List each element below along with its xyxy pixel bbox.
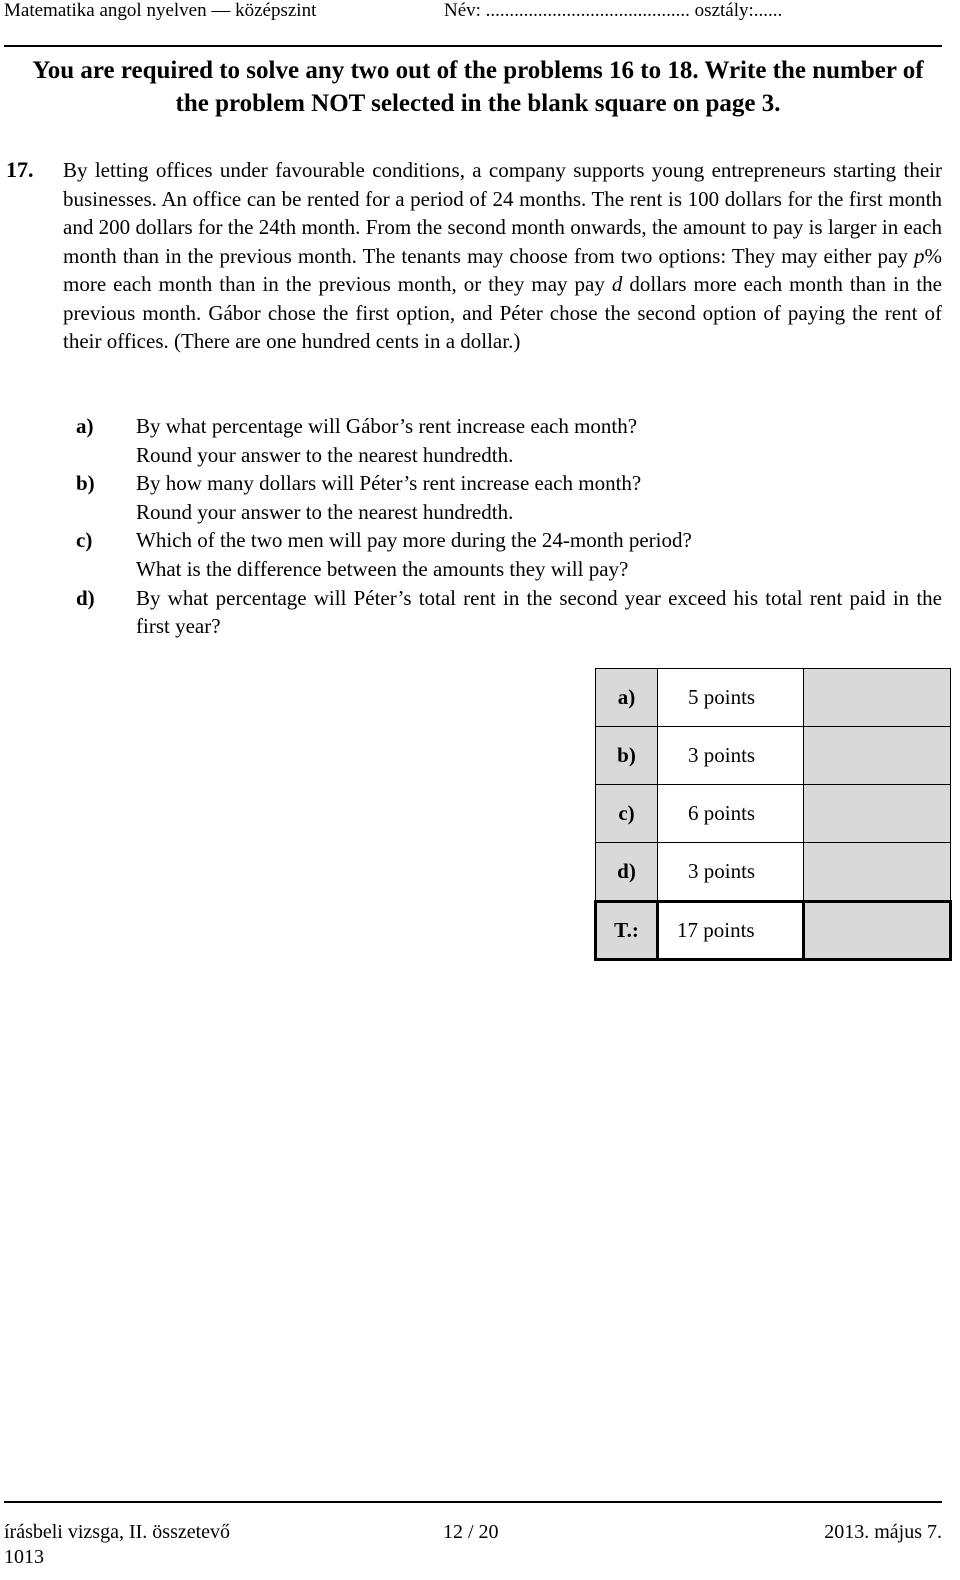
points-label: c) [596, 785, 658, 843]
question-line: Round your answer to the nearest hundredth. [136, 499, 514, 524]
exam-date: 2013. május 7. [824, 1521, 942, 1543]
points-label: a) [596, 669, 658, 727]
header-divider [4, 45, 942, 47]
score-cell [804, 669, 951, 727]
question-list [76, 412, 946, 641]
subject-title: Matematika angol nyelven — középszint [4, 0, 317, 21]
points-row-d [596, 843, 951, 902]
problem-statement [63, 156, 942, 356]
problem-number: 17. [6, 157, 34, 182]
question-c [76, 526, 946, 583]
score-cell [804, 785, 951, 843]
exam-code: 1013 [4, 1546, 44, 1568]
problem-text-part-2: % more each month than in the previous month, or they may pay [63, 243, 942, 296]
points-row-c [596, 785, 951, 843]
question-a [76, 412, 946, 469]
points-label: b) [596, 727, 658, 785]
points-value: 6 points [658, 785, 804, 843]
score-cell [804, 902, 951, 960]
points-label: d) [596, 843, 658, 902]
question-b [76, 469, 946, 526]
exam-part: írásbeli vizsga, II. összetevő [4, 1521, 231, 1543]
points-value: 3 points [658, 843, 804, 902]
problem-text-part-1: By letting offices under favourable conditions, a company supports young entrepreneurs starting their businesses. An office can be rented for a period of 24 months. The rent is 100 dollars for the first month and 200 dollars for the 24th month. From the second month onwards, the amount to pay is larger in each month than in the previous month. The tenants may choose from two options: They may either pay [63, 158, 942, 268]
question-label: d) [76, 585, 95, 610]
page-number: 12 / 20 [443, 1521, 499, 1543]
instruction-text: You are required to solve any two out of the problems 16 to 18. Write the number of the problem NOT selected in the blank square on page 3. [32, 57, 924, 117]
question-label: b) [76, 471, 95, 496]
page-header [4, 0, 944, 24]
question-line: By what percentage will Péter’s total rent in the second year exceed his total rent paid in the first year? [136, 585, 942, 639]
points-row-b [596, 727, 951, 785]
problem-text-part-3: dollars more each month than in the previous month. Gábor chose the first option, and Péter chose the second option of paying the rent of their offices. (There are one hundred cents in a dollar.) [63, 272, 942, 353]
question-line: By how many dollars will Péter’s rent increase each month? [136, 471, 642, 496]
points-row-a [596, 669, 951, 727]
points-table [594, 668, 952, 961]
footer-divider [4, 1501, 942, 1503]
variable-p: p [914, 243, 925, 268]
score-cell [804, 843, 951, 902]
points-value: 5 points [658, 669, 804, 727]
points-value: 17 points [658, 902, 804, 960]
question-line: By what percentage will Gábor’s rent increase each month? [136, 414, 638, 438]
question-line: Which of the two men will pay more during the 24-month period? [136, 528, 692, 553]
question-label: c) [76, 528, 93, 553]
score-cell [804, 727, 951, 785]
question-line: What is the difference between the amounts they will pay? [136, 556, 629, 581]
question-d [76, 584, 946, 641]
question-line: Round your answer to the nearest hundredth. [136, 442, 514, 467]
name-class-field: Név: ........................................... osztály:...... [444, 0, 783, 21]
points-row-total [596, 902, 951, 960]
question-label: a) [76, 414, 94, 438]
variable-d: d [611, 272, 623, 296]
points-value: 3 points [658, 727, 804, 785]
points-label: T.: [596, 902, 658, 960]
